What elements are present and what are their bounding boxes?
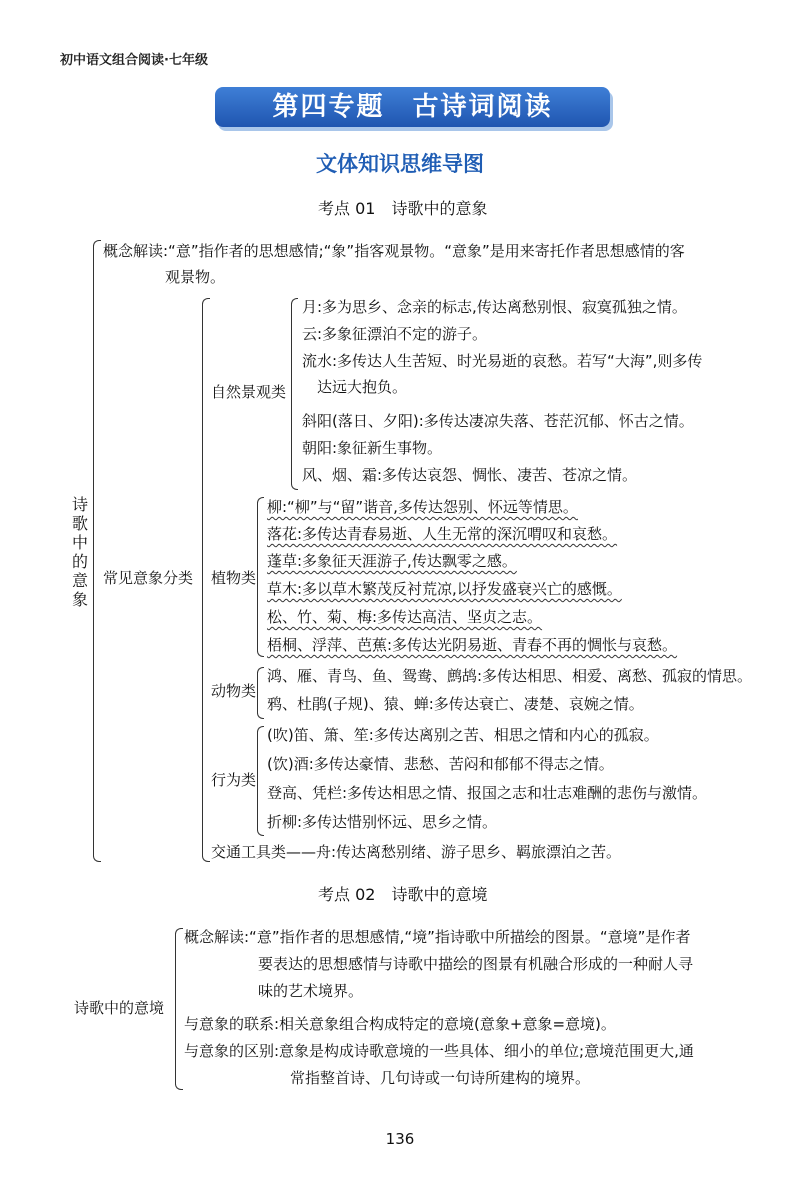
- nature-item-sunrise: 朝阳:象征新生事物。: [302, 439, 443, 457]
- brace-action: [257, 726, 264, 836]
- section2-concept-line2: 要表达的思想感情与诗歌中描绘的图景有机融合形成的一种耐人寻: [258, 955, 694, 973]
- section2-difference-line1: 与意象的区别:意象是构成诗歌意境的一些具体、细小的单位;意境范围更大,通: [184, 1042, 694, 1060]
- plant-item-parasol: 梧桐、浮萍、芭蕉:多传达光阴易逝、青春不再的惆怅与哀愁。: [267, 636, 678, 654]
- section2-concept-line1: 概念解读:“意”指作者的思想感情,“境”指诗歌中所描绘的图景。“意境”是作者: [184, 928, 691, 946]
- plant-label: 植物类: [211, 569, 257, 587]
- animal-label: 动物类: [211, 682, 257, 700]
- plant-item-pine: 松、竹、菊、梅:多传达高洁、坚贞之志。: [267, 608, 543, 626]
- nature-item-water: 流水:多传达人生苦短、时光易逝的哀愁。若写“大海”,则多传: [302, 352, 703, 370]
- brace-animal: [257, 667, 264, 719]
- section1-concept-line1: 概念解读:“意”指作者的思想感情;“象”指客观景物。“意象”是用来寄托作者思想感情的客: [103, 242, 685, 260]
- action-label: 行为类: [211, 771, 257, 789]
- nature-item-moon: 月:多为思乡、念亲的标志,传达离愁别恨、寂寞孤独之情。: [302, 298, 687, 316]
- nature-item-cloud: 云:多象征漂泊不定的游子。: [302, 325, 488, 343]
- section2-root-label: 诗歌中的意境: [74, 999, 165, 1017]
- action-item-climb: 登高、凭栏:多传达相思之情、报国之志和壮志难酬的悲伤与激情。: [267, 784, 708, 802]
- animal-item-goose: 鸿、雁、青鸟、鱼、鸳鸯、鹧鸪:多传达相思、相爱、离愁、孤寂的情思。: [267, 667, 753, 685]
- animal-item-crow: 鸦、杜鹃(子规)、猿、蝉:多传达衰亡、凄楚、哀婉之情。: [267, 695, 644, 713]
- action-item-willow-branch: 折柳:多传达惜别怀远、思乡之情。: [267, 813, 498, 831]
- section1-title: 考点 01 诗歌中的意象: [318, 199, 488, 218]
- brace-root-2: [175, 928, 183, 1090]
- plant-item-grass: 草木:多以草木繁茂反衬荒凉,以抒发盛衰兴亡的感慨。: [267, 580, 622, 598]
- nature-item-sunset: 斜阳(落日、夕阳):多传达凄凉失落、苍茫沉郁、怀古之情。: [302, 412, 694, 430]
- section2-relation: 与意象的联系:相关意象组合构成特定的意境(意象+意象=意境)。: [184, 1015, 616, 1033]
- action-item-wine: (饮)酒:多传达豪情、悲愁、苦闷和郁郁不得志之情。: [267, 755, 614, 773]
- transport-item: 交通工具类——舟:传达离愁别绪、游子思乡、羁旅漂泊之苦。: [211, 843, 622, 861]
- nature-item-wind: 风、烟、霜:多传达哀怨、惆怅、凄苦、苍凉之情。: [302, 466, 638, 484]
- section2-difference-line2: 常指整首诗、几句诗或一句诗所建构的境界。: [290, 1069, 591, 1087]
- brace-plant: [257, 497, 264, 657]
- section1-concept-line2: 观景物。: [165, 268, 226, 286]
- page-number: 136: [385, 1130, 415, 1148]
- topic-banner-title: 第四专题 古诗词阅读: [272, 92, 553, 122]
- nature-item-water-cont: 达远大抱负。: [317, 378, 408, 396]
- brace-categories: [202, 298, 210, 862]
- section2-concept-line3: 味的艺术境界。: [258, 982, 364, 1000]
- brace-nature: [291, 298, 298, 490]
- mindmap-title: 文体知识思维导图: [316, 152, 484, 176]
- plant-item-willow: 柳:“柳”与“留”谐音,多传达怨别、怀远等情思。: [267, 498, 578, 516]
- nature-label: 自然景观类: [211, 383, 287, 401]
- section2-title: 考点 02 诗歌中的意境: [318, 885, 488, 904]
- section1-root-label: 诗歌中的意象: [71, 495, 88, 609]
- action-item-flute: (吹)笛、箫、笙:多传达离别之苦、相思之情和内心的孤寂。: [267, 726, 659, 744]
- brace-root-1: [93, 240, 101, 862]
- common-imagery-label: 常见意象分类: [103, 569, 194, 587]
- plant-item-fallen-flower: 落花:多传达青春易逝、人生无常的深沉喟叹和哀愁。: [267, 525, 618, 543]
- book-header: 初中语文组合阅读·七年级: [60, 53, 208, 68]
- plant-item-tumbleweed: 蓬草:多象征天涯游子,传达飘零之感。: [267, 552, 517, 570]
